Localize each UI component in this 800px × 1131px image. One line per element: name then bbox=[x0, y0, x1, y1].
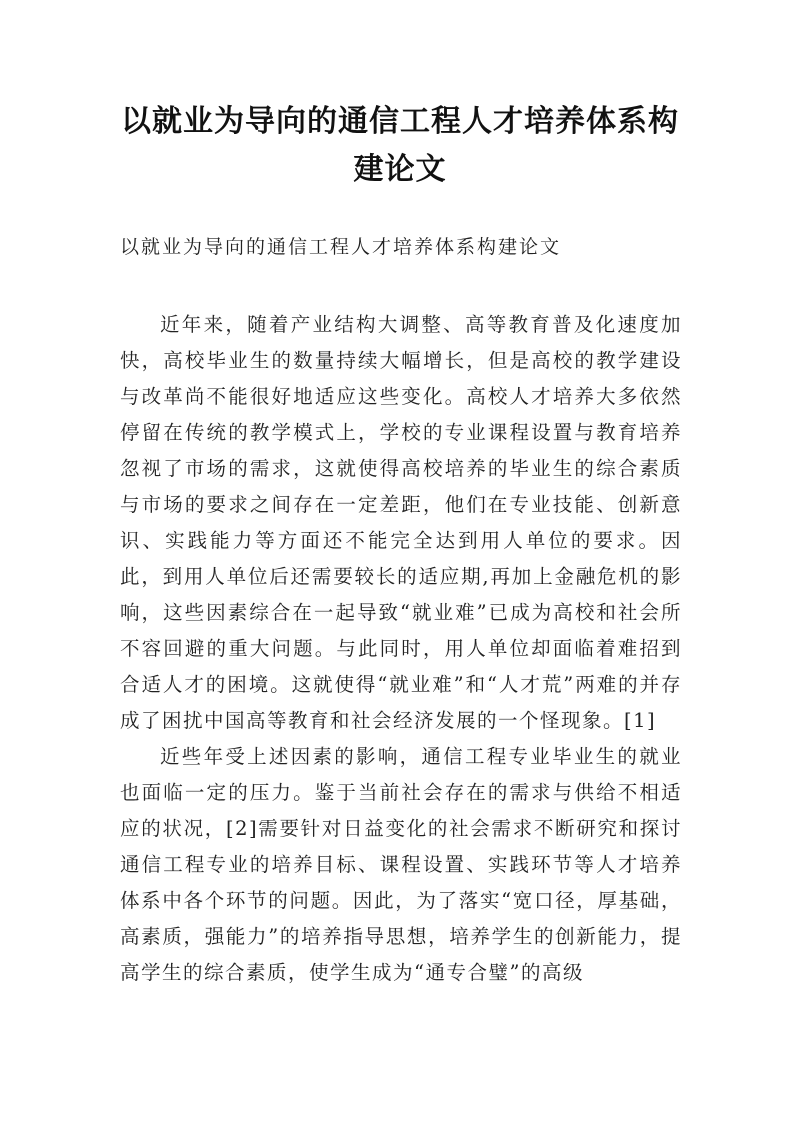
document-body bbox=[120, 307, 682, 991]
body-paragraph: 近年来，随着产业结构大调整、高等教育普及化速度加快，高校毕业生的数量持续大幅增长，但是高校的教学建设与改革尚不能很好地适应这些变化。高校人才培养大多依然停留在传统的教学模式上，学校的专业课程设置与教育培养忽视了市场的需求，这就使得高校培养的毕业生的综合素质与市场的要求之间存在一定差距，他们在专业技能、创新意识、实践能力等方面还不能完全达到用人单位的要求。因此，到用人单位后还需要较长的适应期,再加上金融危机的影响，这些因素综合在一起导致“就业难”已成为高校和社会所不容回避的重大问题。与此同时，用人单位却面临着难招到合适人才的困境。这就使得“就业难”和“人才荒”两难的并存成了困扰中国高等教育和社会经济发展的一个怪现象。[1] bbox=[120, 313, 682, 732]
body-paragraph: 近些年受上述因素的影响，通信工程专业毕业生的就业也面临一定的压力。鉴于当前社会存在的需求与供给不相适应的状况，[2]需要针对日益变化的社会需求不断研究和探讨通信工程专业的培养目标、课程设置、实践环节等人才培养体系中各个环节的问题。因此，为了落实“宽口径，厚基础，高素质，强能力”的培养指导思想，培养学生的创新能力，提高学生的综合素质，使学生成为“通专合璧”的高级 bbox=[120, 745, 682, 984]
document-title: 以就业为导向的通信工程人才培养体系构建论文 bbox=[121, 104, 679, 187]
document-subtitle: 以就业为导向的通信工程人才培养体系构建论文 bbox=[120, 236, 562, 258]
